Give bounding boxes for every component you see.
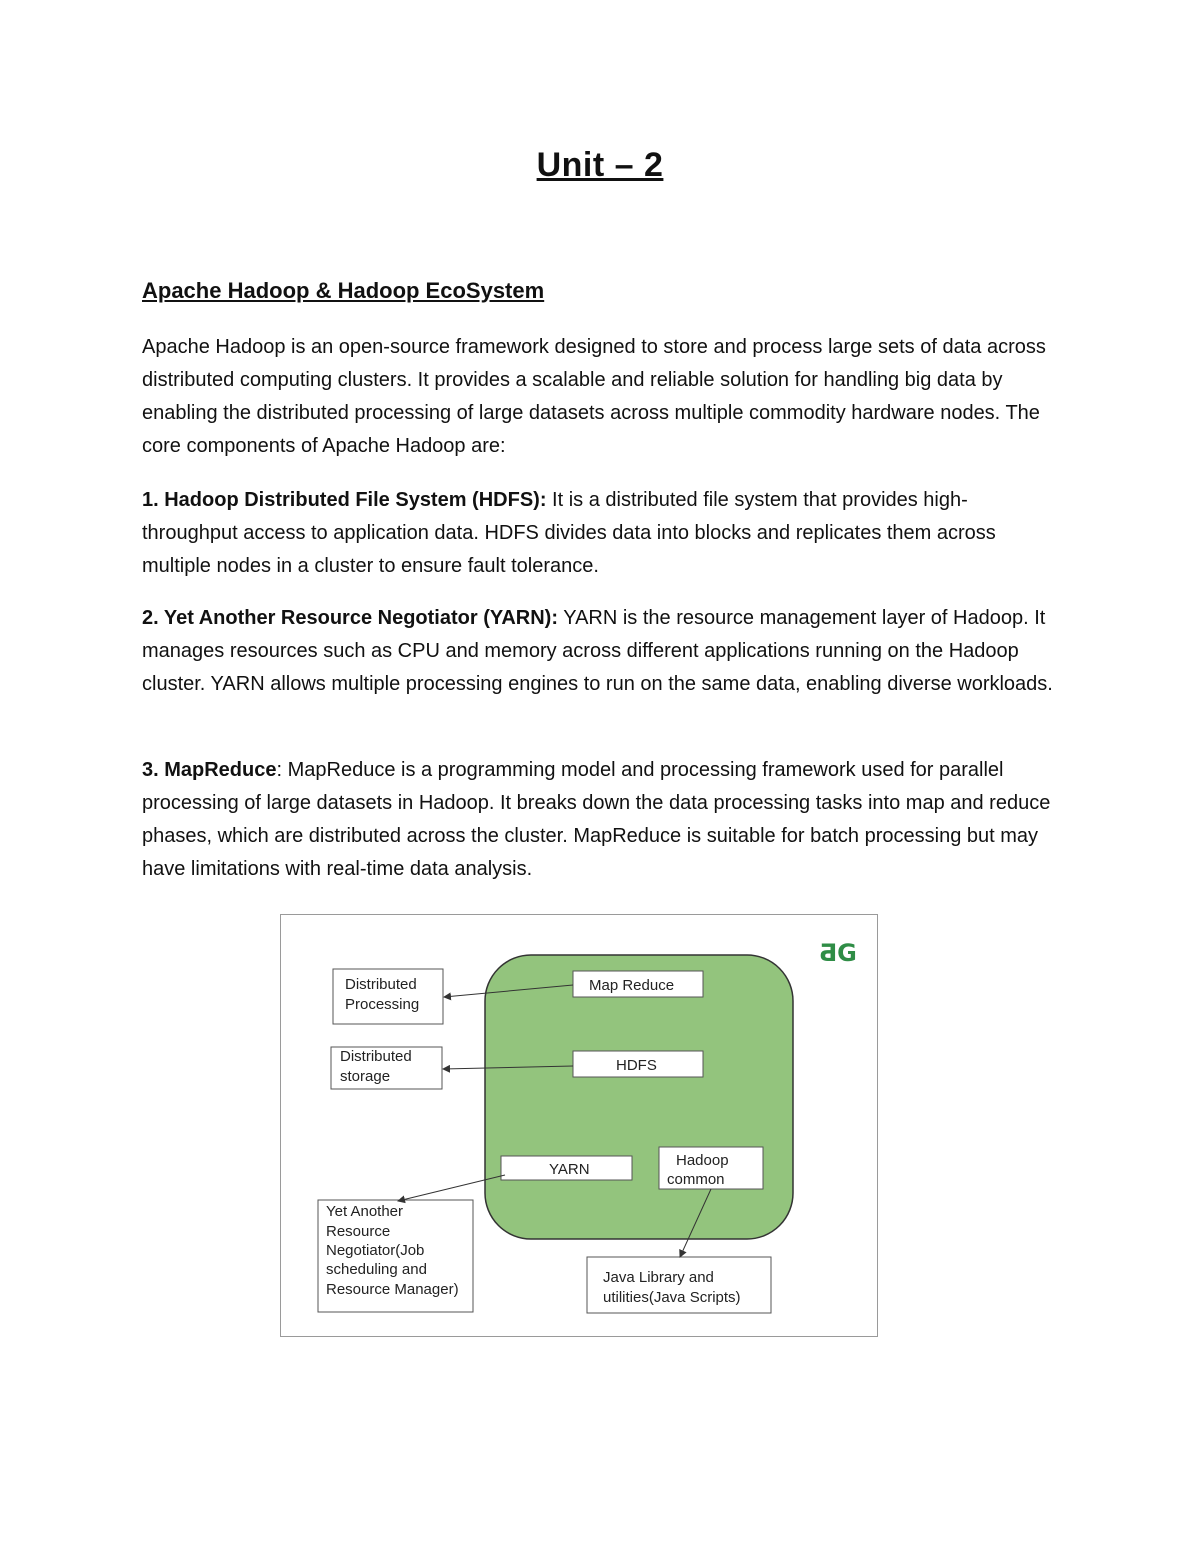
page-title: Unit – 2	[536, 146, 664, 184]
hdfs-box	[573, 1051, 703, 1077]
hadoop-common-label-line: common	[667, 1171, 725, 1188]
component-mapreduce-paragraph	[142, 754, 1062, 886]
component-description: It is a distributed file system that provides high-throughput access to application data. HDFS divides data into blocks and replicates them across multiple nodes in a cluster to ensure fault tolerance.	[142, 489, 996, 577]
yarn-box	[501, 1156, 632, 1180]
yarn-description-label-line: Negotiator(Job	[326, 1242, 425, 1259]
distributed-processing-box	[333, 969, 443, 1024]
component-yarn-paragraph	[142, 602, 1062, 701]
distributed-storage-label-line: storage	[340, 1068, 391, 1085]
yarn-description-box	[318, 1200, 473, 1312]
hadoop-common-label-line: Hadoop	[676, 1152, 729, 1169]
hdfs-label: HDFS	[616, 1057, 657, 1074]
map-reduce-box	[573, 971, 703, 997]
yarn-description-label-line: Yet Another	[326, 1203, 404, 1220]
java-library-label-line: utilities(Java Scripts)	[603, 1289, 741, 1306]
distributed-processing-label-line: Distributed	[345, 976, 417, 993]
hadoop-common-box	[659, 1147, 763, 1189]
diagram-canvas	[281, 915, 879, 1338]
component-description: : MapReduce is a programming model and processing framework used for parallel processing of large datasets in Hadoop. It breaks down the data processing tasks into map and reduce phases, which are distributed across the cluster. MapReduce is suitable for batch processing but may have limitations with real-time data analysis.	[142, 759, 1051, 880]
java-library-label-line: Java Library and	[603, 1269, 714, 1286]
map-reduce-label: Map Reduce	[589, 977, 675, 994]
component-term: 1. Hadoop Distributed File System (HDFS):	[142, 489, 547, 511]
component-description: YARN is the resource management layer of Hadoop. It manages resources such as CPU and memory across different applications running on the Hadoop cluster. YARN allows multiple processing engines to run on the same data, enabling diverse workloads.	[142, 607, 1053, 695]
section-heading: Apache Hadoop & Hadoop EcoSystem	[142, 278, 545, 303]
yarn-description-label-line: Resource Manager)	[326, 1281, 459, 1298]
intro-paragraph: Apache Hadoop is an open-source framework designed to store and process large sets of data across distributed computing clusters. It provides a scalable and reliable solution for handling big data by enabling the distributed processing of large datasets across multiple commodity hardware nodes. The core components of Apache Hadoop are:	[142, 336, 1046, 457]
yarn-label: YARN	[549, 1161, 590, 1178]
hadoop-core-area	[485, 955, 793, 1239]
java-library-box	[587, 1257, 771, 1313]
yarn-description-label-line: scheduling and	[326, 1261, 427, 1278]
yarn-description-label-line: Resource	[326, 1223, 391, 1240]
component-term: 3. MapReduce	[142, 759, 277, 781]
distributed-storage-label-line: Distributed	[340, 1048, 412, 1065]
distributed-processing-label-line: Processing	[345, 996, 420, 1013]
component-hdfs-paragraph	[142, 484, 1062, 583]
component-term: 2. Yet Another Resource Negotiator (YARN):	[142, 607, 559, 629]
geeksforgeeks-logo-icon: ƋG	[819, 939, 857, 967]
distributed-storage-box	[331, 1047, 442, 1089]
hadoop-ecosystem-diagram	[280, 914, 878, 1337]
